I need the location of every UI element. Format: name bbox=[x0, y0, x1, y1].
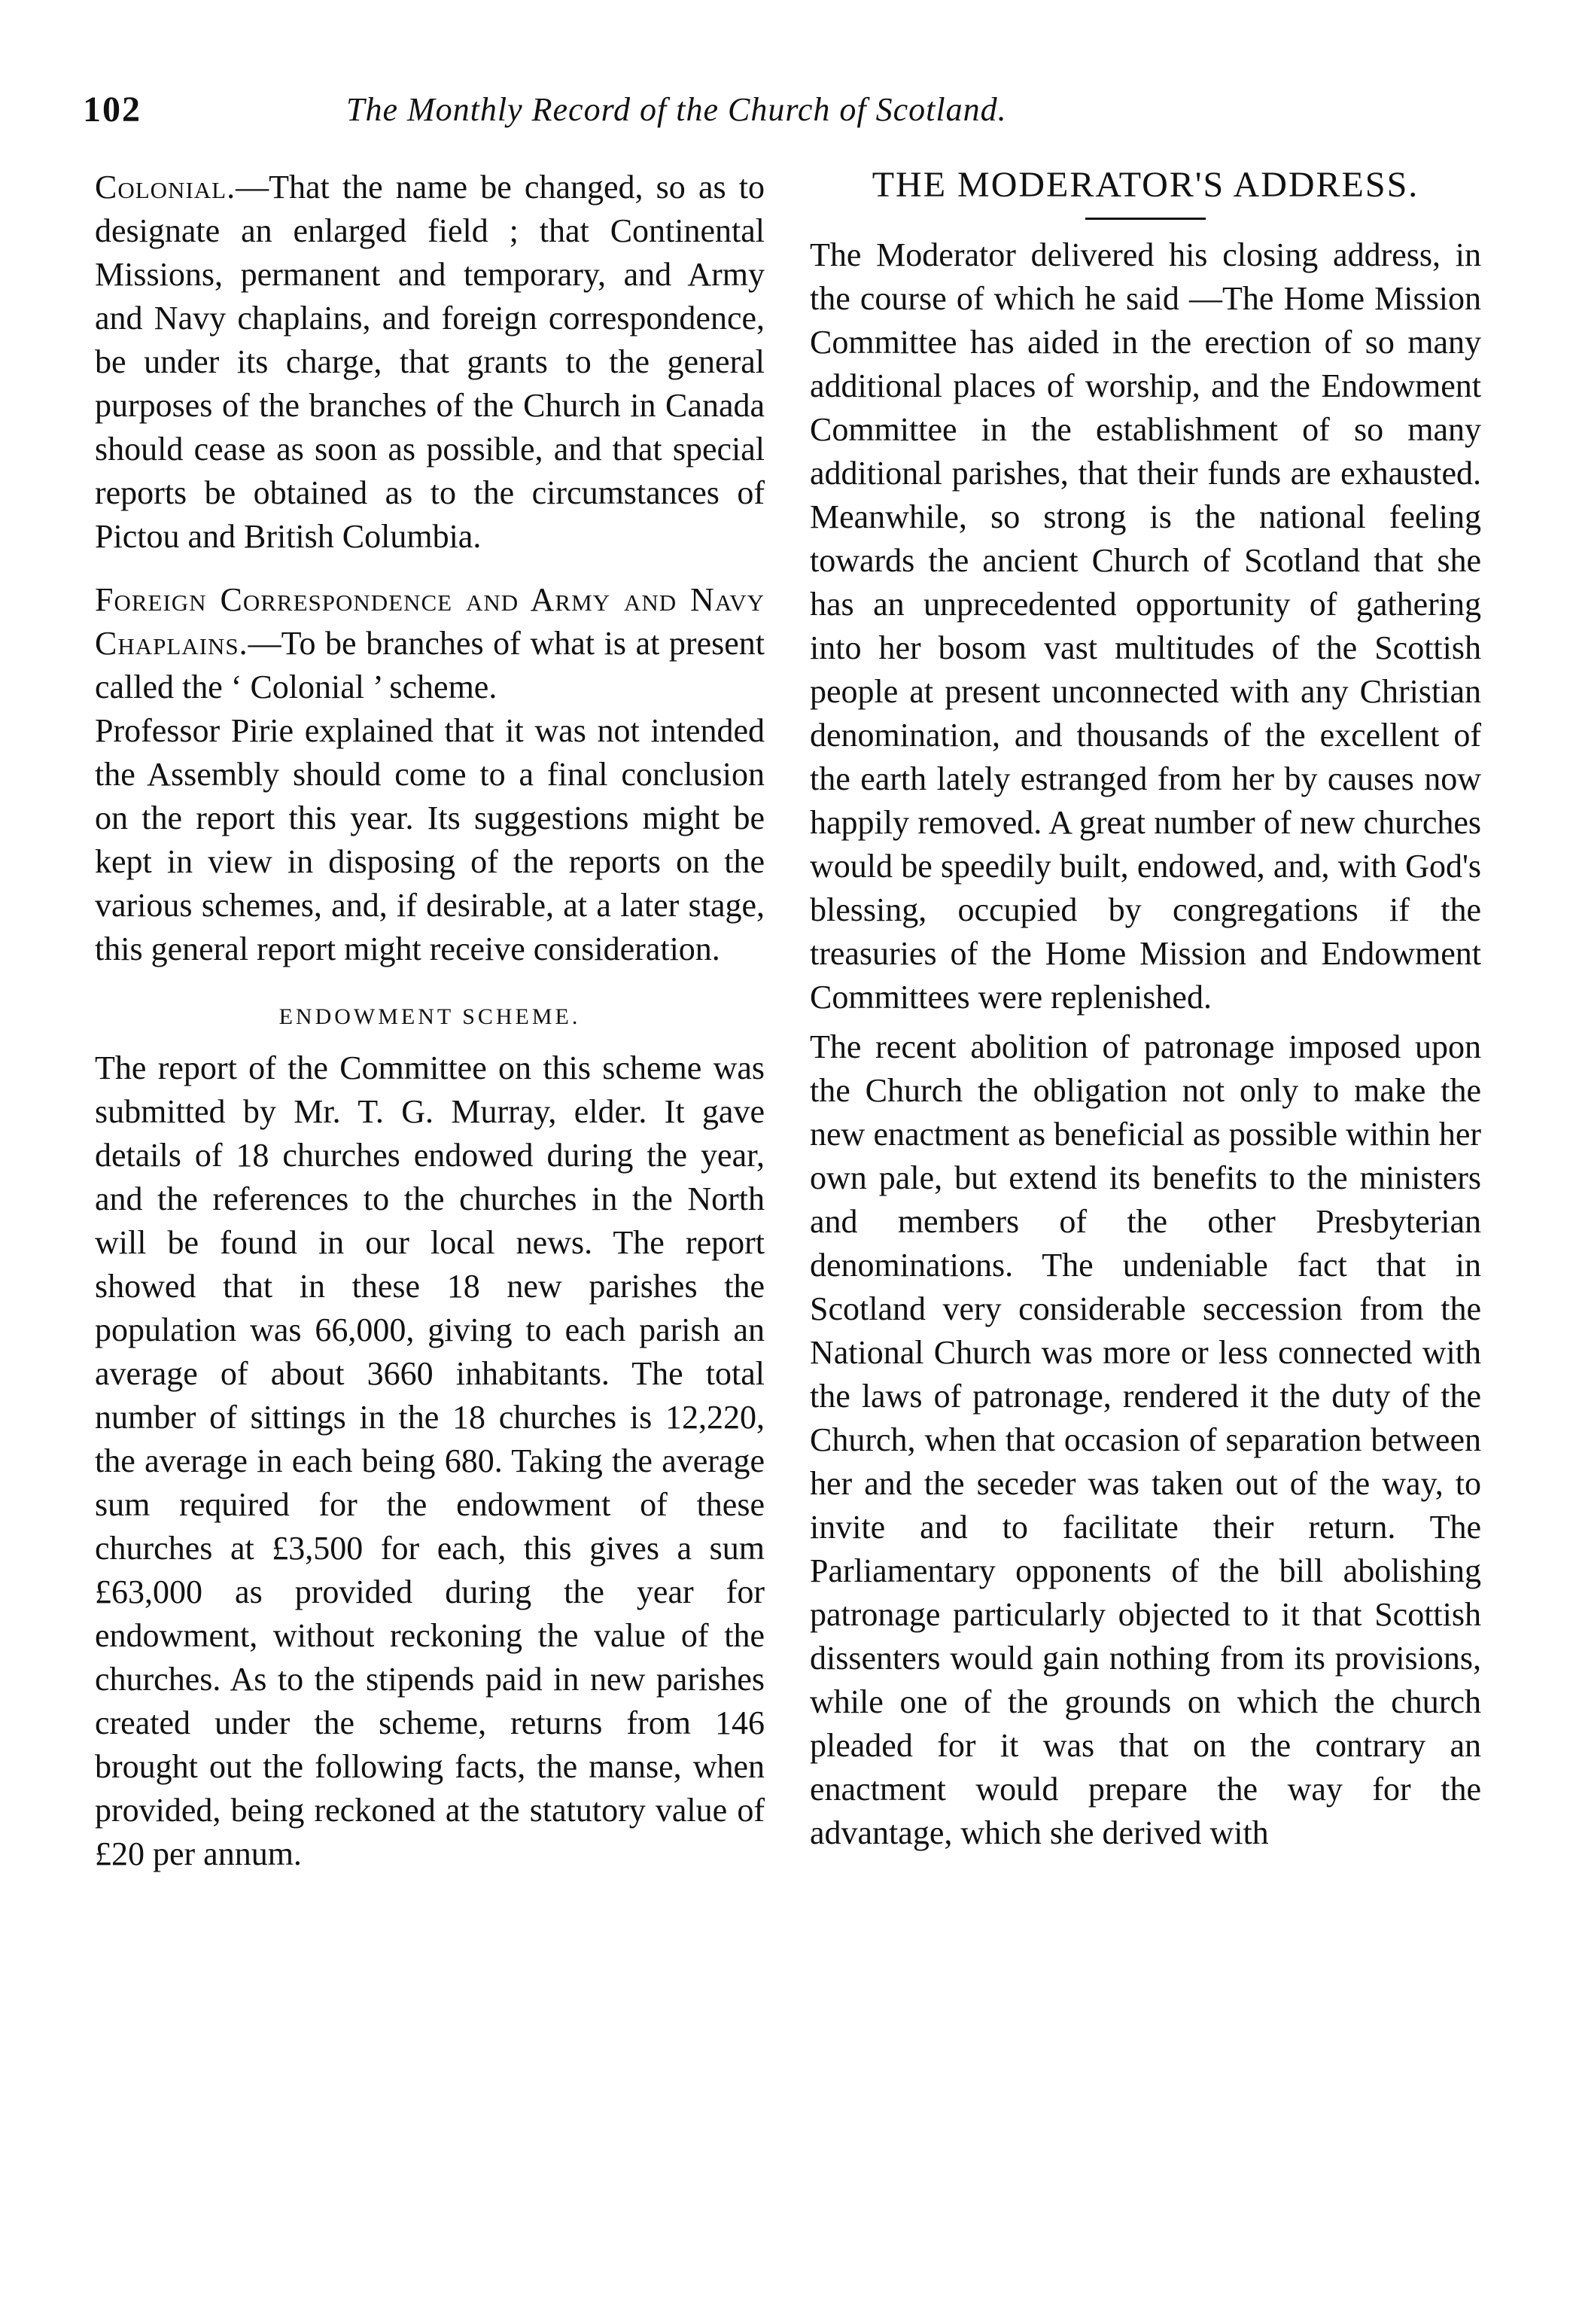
colonial-text: —That the name be changed, so as to designate an enlarged field ; that Continental Missions, permanent and temporary, and Army and Navy chaplains, and foreign correspondence, be under its charge, that grants to the general purposes of the branches of the Church in Canada should cease as soon as possible, and that special reports be obtained as to the circumstances of Pictou and British Columbia. bbox=[95, 169, 765, 555]
right-column bbox=[810, 164, 1481, 1855]
endowment-heading: ENDOWMENT SCHEME. bbox=[278, 1004, 581, 1029]
pirie-paragraph: Professor Pirie explained that it was not intended the Assembly should come to a final conclusion on the report this year. Its suggestions might be kept in view in disposing of the reports on the various schemes, and, if desirable, at a later stage, this general report might receive consideration. bbox=[95, 712, 765, 967]
running-title: The Monthly Record of the Church of Scotland. bbox=[346, 91, 1007, 128]
foreign-lead: Foreign Correspondence and Army and Navy Chaplains. bbox=[95, 581, 765, 662]
foreign-paragraph bbox=[95, 578, 765, 709]
moderator-paragraph-2: The recent abolition of patronage imposed upon the Church the obligation not only to make the new enactment as beneficial as possible within her own pale, but extend its benefits to the ministers and members of the other Presbyterian denominations. The undeniable fact that in Scotland very considerable seccession from the National Church was more or less connected with the laws of patronage, rendered it the duty of the Church, when that occasion of separation between her and the seceder was taken out of the way, to invite and to facilitate their return. The Parliamentary opponents of the bill abolishing patronage particularly objected to it that Scottish dissenters would gain nothing from its provisions, while one of the grounds on which the church pleaded for it was that on the contrary an enactment would prepare the way for the advantage, which she derived with bbox=[810, 1028, 1481, 1851]
colonial-paragraph bbox=[95, 166, 765, 559]
foreign-text: —To be branches of what is at present called the ‘ Colonial ’ scheme. bbox=[95, 625, 765, 705]
title-rule bbox=[1085, 218, 1206, 220]
article-title: THE MODERATOR'S ADDRESS. bbox=[872, 165, 1419, 205]
moderator-paragraph-1: The Moderator delivered his closing address, in the course of which he said —The Home Mission Committee has aided in the erection of so many additional places of worship, and the Endowment Committee in the establishment of so many additional parishes, that their funds are exhausted. Meanwhile, so strong is the national feeling towards the ancient Church of Scotland that she has an unprecedented opportunity of gathering into her bosom vast multitudes of the Scottish people at present unconnected with any Christian denomination, and thousands of the excellent of the earth lately estranged from her by causes now happily removed. A great number of new churches would be speedily built, endowed, and, with God's blessing, occupied by congregations if the treasuries of the Home Mission and Endowment Committees were replenished. bbox=[810, 236, 1481, 1016]
colonial-lead: Colonial. bbox=[95, 169, 236, 206]
endowment-paragraph: The report of the Committee on this scheme was submitted by Mr. T. G. Murray, elder. It gave details of 18 churches endowed during the year, and the references to the churches in the North will be found in our local news. The report showed that in these 18 new parishes the population was 66,000, giving to each parish an average of about 3660 inhabitants. The total number of sittings in the 18 churches is 12,220, the average in each being 680. Taking the average sum required for the endowment of these churches at £3,500 for each, this gives a sum £63,000 as provided during the year for endowment, without reckoning the value of the churches. As to the stipends paid in new parishes created under the scheme, returns from 146 brought out the following facts, the manse, when provided, being reckoned at the statutory value of £20 per annum. bbox=[95, 1049, 765, 1872]
page-header bbox=[83, 89, 1498, 142]
left-column bbox=[95, 164, 765, 1876]
page-number: 102 bbox=[83, 90, 141, 129]
